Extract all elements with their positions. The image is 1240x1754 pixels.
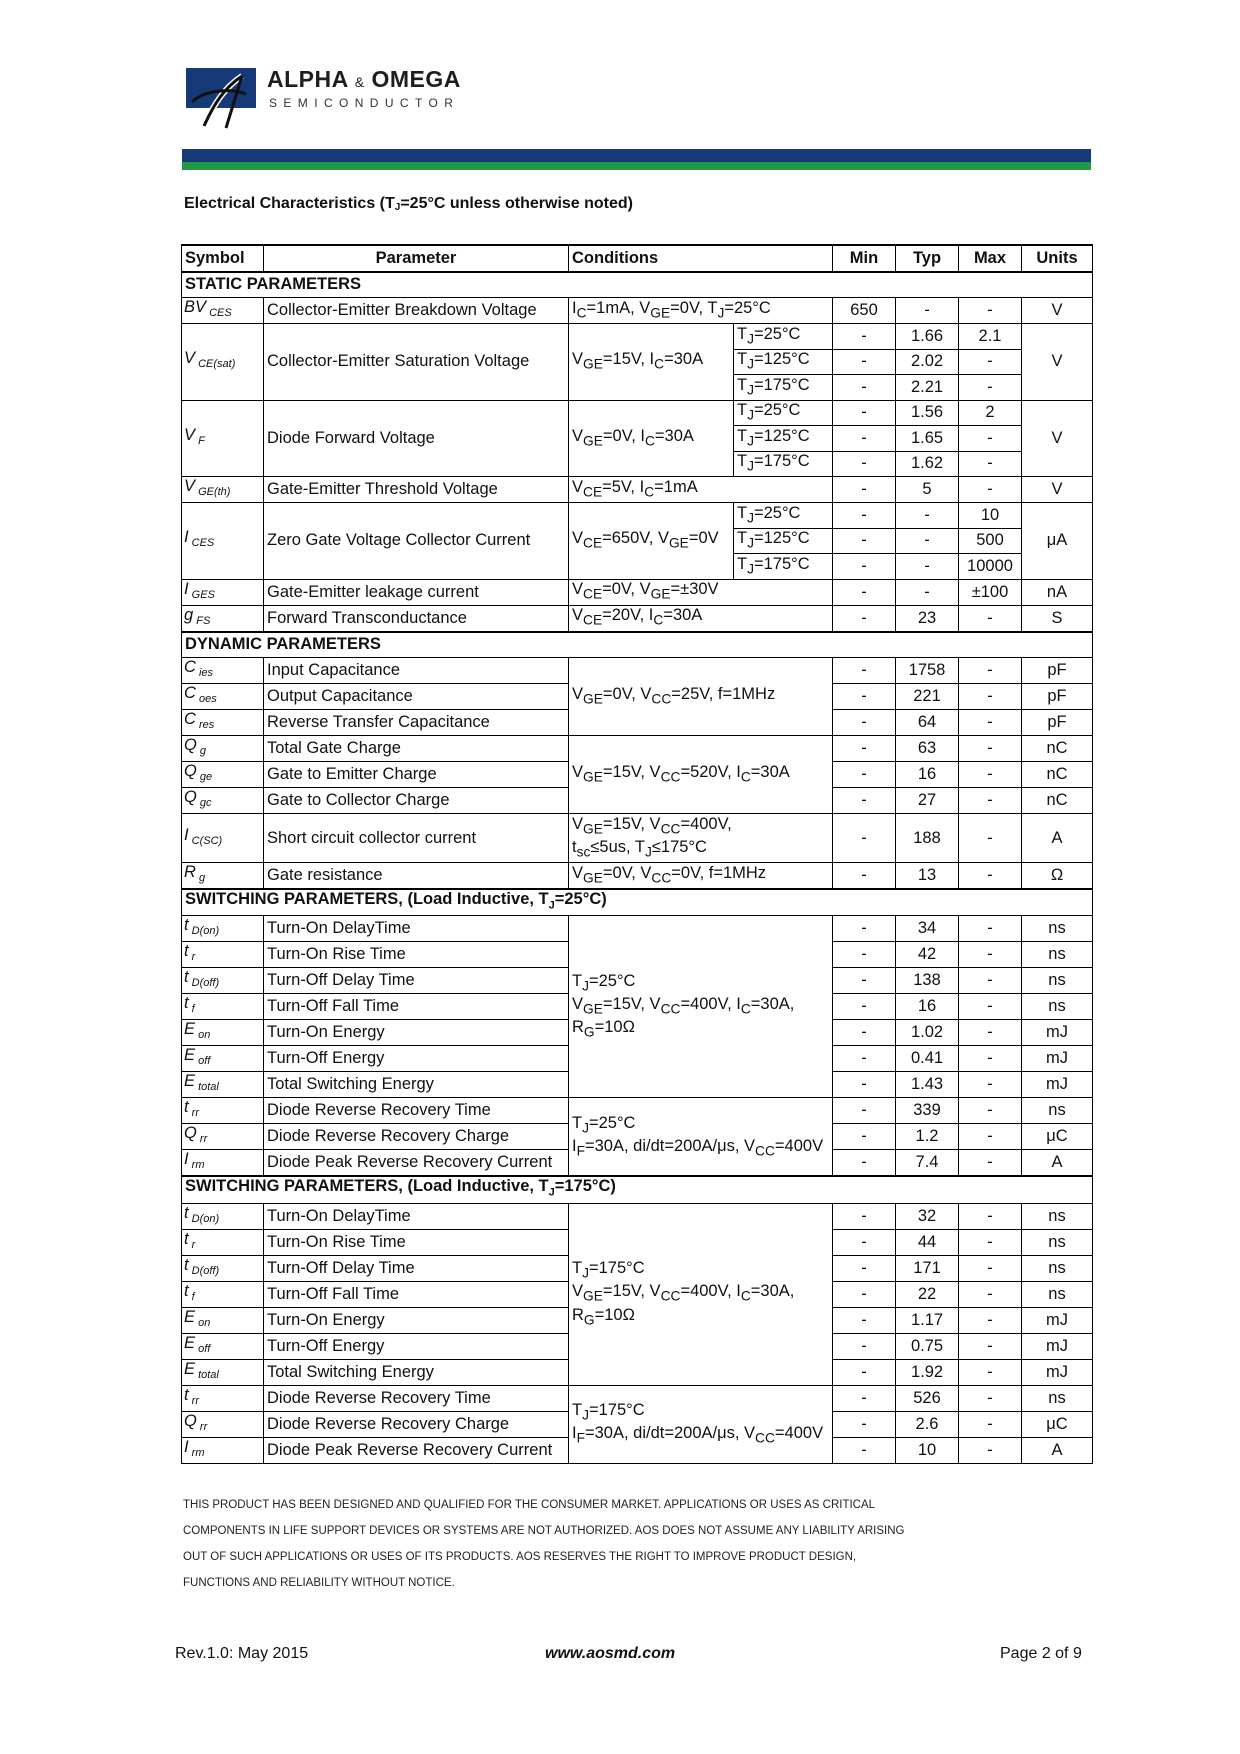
header-row xyxy=(182,245,1093,272)
company-logo xyxy=(184,66,461,130)
table-cell: Q $_{rr}$ xyxy=(182,1124,264,1150)
table-cell: V $_F$ xyxy=(182,400,264,477)
table-cell: Turn-On Energy xyxy=(264,1020,569,1046)
table-cell: - xyxy=(833,1437,896,1463)
table-cell: - xyxy=(959,1333,1022,1359)
table-cell: Diode Peak Reverse Recovery Current xyxy=(264,1150,569,1177)
table-cell: ns xyxy=(1022,1203,1093,1229)
table-cell: ±100 xyxy=(959,579,1022,605)
table-cell: ns xyxy=(1022,916,1093,942)
table-cell: Turn-Off Energy xyxy=(264,1333,569,1359)
table-cell: - xyxy=(833,1150,896,1177)
table-cell: 10 xyxy=(959,503,1022,529)
table-cell: mJ xyxy=(1022,1333,1093,1359)
table-cell: $V_{GE}=0V$, $V_{CC}=25V$, f=1MHz xyxy=(569,658,833,736)
table-cell: 10000 xyxy=(959,554,1022,580)
table-cell: 1758 xyxy=(896,658,959,684)
row-vf xyxy=(182,400,1093,426)
table-cell: t $_{D(on)}$ xyxy=(182,1203,264,1229)
table-cell: nA xyxy=(1022,579,1093,605)
table-cell: t $_r$ xyxy=(182,942,264,968)
table-cell: - xyxy=(833,426,896,452)
disclaimer xyxy=(183,1492,1083,1596)
table-cell: $T_J=125^\circ C$ xyxy=(734,349,833,375)
table-cell: I $_{C(SC)}$ xyxy=(182,814,264,863)
table-cell: pF xyxy=(1022,710,1093,736)
table-cell: $V_{GE}=0V$, $I_C=30A$ xyxy=(569,400,734,477)
table-cell: $T_J=25^\circ C$ xyxy=(734,324,833,350)
table-cell: E $_{total}$ xyxy=(182,1359,264,1385)
revision-label: Rev.1.0: May 2015 xyxy=(175,1645,309,1662)
disclaimer-line: OUT OF SUCH APPLICATIONS OR USES OF ITS PRODUCTS. AOS RESERVES THE RIGHT TO IMPROVE PRODUCT DESIGN, xyxy=(183,1551,857,1563)
section-row xyxy=(182,1176,1093,1203)
table-cell: 1.2 xyxy=(896,1124,959,1150)
table-cell: - xyxy=(833,375,896,401)
disclaimer-line: FUNCTIONS AND RELIABILITY WITHOUT NOTICE. xyxy=(183,1577,455,1589)
row-capacitance xyxy=(182,658,1093,684)
table-cell: E $_{on}$ xyxy=(182,1307,264,1333)
table-cell: Turn-On Energy xyxy=(264,1307,569,1333)
table-cell: pF xyxy=(1022,658,1093,684)
table-cell: $T_J=175^\circ C$ $V_{GE}=15V$, $V_{CC}=400V$, $I_C=30A$, $R_G=10\Omega$ xyxy=(569,1203,833,1385)
table-cell: Forward Transconductance xyxy=(264,605,569,632)
alpha-omega-logo-icon xyxy=(184,66,260,130)
table-cell: Input Capacitance xyxy=(264,658,569,684)
table-cell: 138 xyxy=(896,968,959,994)
table-cell: - xyxy=(833,1411,896,1437)
table-cell: - xyxy=(959,1150,1022,1177)
table-cell: A xyxy=(1022,814,1093,863)
row-vgeth xyxy=(182,477,1093,503)
table-cell: 171 xyxy=(896,1255,959,1281)
table-cell: t $_{D(off)}$ xyxy=(182,1255,264,1281)
table-cell: - xyxy=(833,528,896,554)
header-parameter: Parameter xyxy=(264,245,569,272)
header-min: Min xyxy=(833,245,896,272)
table-cell: E $_{off}$ xyxy=(182,1333,264,1359)
table-cell: Turn-Off Energy xyxy=(264,1046,569,1072)
website-link[interactable]: www.aosmd.com xyxy=(545,1645,676,1662)
table-cell: - xyxy=(959,1385,1022,1411)
electrical-characteristics-table xyxy=(181,244,1093,1464)
table-cell: Diode Reverse Recovery Charge xyxy=(264,1411,569,1437)
table-cell: mJ xyxy=(1022,1020,1093,1046)
table-cell: I $_{rm}$ xyxy=(182,1150,264,1177)
table-cell: - xyxy=(959,1437,1022,1463)
table-cell: μA xyxy=(1022,503,1093,580)
header-max: Max xyxy=(959,245,1022,272)
table-cell: $T_J=175^\circ C$ xyxy=(734,554,833,580)
table-cell: C $_{oes}$ xyxy=(182,684,264,710)
table-cell: 42 xyxy=(896,942,959,968)
table-cell: μC xyxy=(1022,1124,1093,1150)
row-gfs xyxy=(182,605,1093,632)
table-cell: - xyxy=(959,788,1022,814)
table-cell: - xyxy=(833,863,896,890)
row-ices xyxy=(182,503,1093,529)
table-cell: Total Gate Charge xyxy=(264,736,569,762)
table-cell: - xyxy=(959,942,1022,968)
table-cell: Gate to Collector Charge xyxy=(264,788,569,814)
table-cell: - xyxy=(959,814,1022,863)
table-cell: Output Capacitance xyxy=(264,684,569,710)
table-cell: - xyxy=(896,298,959,324)
row-switching-175 xyxy=(182,1203,1093,1229)
table-cell: $I_C=1mA$, $V_{GE}=0V$, $T_J=25^\circ C$ xyxy=(569,298,833,324)
table-cell: ns xyxy=(1022,1098,1093,1124)
table-cell: - xyxy=(833,503,896,529)
table-cell: - xyxy=(833,942,896,968)
table-cell: - xyxy=(959,1098,1022,1124)
table-cell: Q $_{gc}$ xyxy=(182,788,264,814)
table-cell: 13 xyxy=(896,863,959,890)
table-cell: - xyxy=(959,762,1022,788)
table-cell: E $_{off}$ xyxy=(182,1046,264,1072)
table-cell: ns xyxy=(1022,994,1093,1020)
table-cell: - xyxy=(959,684,1022,710)
table-cell: Short circuit collector current xyxy=(264,814,569,863)
table-cell: 64 xyxy=(896,710,959,736)
section-row xyxy=(182,272,1093,298)
table-cell: $V_{CE}=20V$, $I_C=30A$ xyxy=(569,605,833,632)
table-cell: Turn-On Rise Time xyxy=(264,942,569,968)
row-iges xyxy=(182,579,1093,605)
table-cell: V $_{CE(sat)}$ xyxy=(182,324,264,401)
table-cell: 1.65 xyxy=(896,426,959,452)
table-cell: - xyxy=(833,968,896,994)
section-row xyxy=(182,889,1093,916)
table-cell: nC xyxy=(1022,788,1093,814)
table-cell: 32 xyxy=(896,1203,959,1229)
table-cell: - xyxy=(833,1124,896,1150)
table-cell: 500 xyxy=(959,528,1022,554)
table-cell: 23 xyxy=(896,605,959,632)
table-cell: t $_{D(on)}$ xyxy=(182,916,264,942)
row-bvces xyxy=(182,298,1093,324)
row-rg xyxy=(182,863,1093,890)
table-cell: ns xyxy=(1022,1281,1093,1307)
table-cell: ns xyxy=(1022,1229,1093,1255)
table-cell: - xyxy=(959,1203,1022,1229)
table-cell: 0.75 xyxy=(896,1333,959,1359)
table-cell: - xyxy=(959,1072,1022,1098)
table-cell: E $_{total}$ xyxy=(182,1072,264,1098)
table-cell: - xyxy=(833,788,896,814)
table-cell: mJ xyxy=(1022,1046,1093,1072)
table-cell: - xyxy=(959,863,1022,890)
section-title: SWITCHING PARAMETERS, (Load Inductive, $T_J=175^\circ C$) xyxy=(182,1176,1093,1203)
table-cell: $T_J=125^\circ C$ xyxy=(734,528,833,554)
table-cell: 1.43 xyxy=(896,1072,959,1098)
table-cell: $V_{CE}=650V$, $V_{GE}=0V$ xyxy=(569,503,734,580)
header-symbol: Symbol xyxy=(182,245,264,272)
table-cell: - xyxy=(959,968,1022,994)
table-cell: S xyxy=(1022,605,1093,632)
table-cell: ns xyxy=(1022,942,1093,968)
table-cell: - xyxy=(896,503,959,529)
table-cell: - xyxy=(959,349,1022,375)
table-cell: - xyxy=(959,736,1022,762)
table-cell: $T_J=175^\circ C$ xyxy=(734,451,833,477)
header-bar-green xyxy=(182,162,1091,170)
table-cell: Gate resistance xyxy=(264,863,569,890)
table-cell: 0.41 xyxy=(896,1046,959,1072)
table-cell: 221 xyxy=(896,684,959,710)
table-cell: 22 xyxy=(896,1281,959,1307)
row-gate-charge xyxy=(182,736,1093,762)
table-cell: mJ xyxy=(1022,1307,1093,1333)
table-cell: Turn-Off Fall Time xyxy=(264,1281,569,1307)
table-cell: - xyxy=(833,1229,896,1255)
table-cell: 16 xyxy=(896,994,959,1020)
table-cell: - xyxy=(833,1020,896,1046)
header-conditions: Conditions xyxy=(569,245,833,272)
table-cell: BV $_{CES}$ xyxy=(182,298,264,324)
table-cell: $T_J=25^\circ C$ xyxy=(734,503,833,529)
row-icsc xyxy=(182,814,1093,863)
table-cell: Diode Reverse Recovery Time xyxy=(264,1098,569,1124)
table-cell: - xyxy=(959,298,1022,324)
table-cell: $T_J=25^\circ C$ $I_F=30A$, di/dt=200A/μs, $V_{CC}=400V$ xyxy=(569,1098,833,1177)
table-cell: V xyxy=(1022,400,1093,477)
table-cell: - xyxy=(959,426,1022,452)
table-cell: Gate-Emitter Threshold Voltage xyxy=(264,477,569,503)
table-cell: $T_J=175^\circ C$ $I_F=30A$, di/dt=200A/μs, $V_{CC}=400V$ xyxy=(569,1385,833,1463)
table-cell: - xyxy=(896,579,959,605)
table-cell: - xyxy=(833,994,896,1020)
table-cell: - xyxy=(833,1281,896,1307)
table-cell: 2.21 xyxy=(896,375,959,401)
table-cell: Turn-On DelayTime xyxy=(264,916,569,942)
table-cell: - xyxy=(959,658,1022,684)
section-title: SWITCHING PARAMETERS, (Load Inductive, $T_J=25^\circ C$) xyxy=(182,889,1093,916)
table-cell: R $_g$ xyxy=(182,863,264,890)
table-cell: - xyxy=(833,400,896,426)
table-cell: 2.02 xyxy=(896,349,959,375)
table-cell: - xyxy=(959,1020,1022,1046)
table-cell: 2 xyxy=(959,400,1022,426)
disclaimer-line: THIS PRODUCT HAS BEEN DESIGNED AND QUALIFIED FOR THE CONSUMER MARKET. APPLICATIONS OR USES AS CRITICAL xyxy=(183,1499,876,1511)
table-cell: 1.02 xyxy=(896,1020,959,1046)
section-row xyxy=(182,632,1093,658)
table-cell: 27 xyxy=(896,788,959,814)
table-cell: Gate to Emitter Charge xyxy=(264,762,569,788)
table-cell: - xyxy=(896,554,959,580)
table-cell: - xyxy=(833,1359,896,1385)
table-cell: t $_{D(off)}$ xyxy=(182,968,264,994)
table-cell: - xyxy=(833,1255,896,1281)
table-cell: - xyxy=(959,1359,1022,1385)
table-cell: - xyxy=(833,579,896,605)
table-cell: t $_{rr}$ xyxy=(182,1385,264,1411)
table-cell: $V_{GE}=15V$, $V_{CC}=520V$, $I_C=30A$ xyxy=(569,736,833,814)
table-cell: 188 xyxy=(896,814,959,863)
table-cell: Q $_{rr}$ xyxy=(182,1411,264,1437)
table-cell: - xyxy=(896,528,959,554)
table-cell: Ω xyxy=(1022,863,1093,890)
table-cell: 44 xyxy=(896,1229,959,1255)
table-cell: I $_{GES}$ xyxy=(182,579,264,605)
table-cell: E $_{on}$ xyxy=(182,1020,264,1046)
header-bar-blue xyxy=(182,149,1091,162)
table-cell: 7.4 xyxy=(896,1150,959,1177)
row-diode-25 xyxy=(182,1098,1093,1124)
table-cell: - xyxy=(833,684,896,710)
table-cell: - xyxy=(959,1411,1022,1437)
table-cell: nC xyxy=(1022,762,1093,788)
table-cell: - xyxy=(959,916,1022,942)
table-cell: - xyxy=(833,349,896,375)
table-cell: - xyxy=(833,658,896,684)
table-cell: - xyxy=(833,1046,896,1072)
table-cell: - xyxy=(959,605,1022,632)
table-cell: I $_{CES}$ xyxy=(182,503,264,580)
table-cell: $T_J=25^\circ C$ xyxy=(734,400,833,426)
table-cell: - xyxy=(959,1307,1022,1333)
brand-subtitle: SEMICONDUCTOR xyxy=(269,96,460,110)
table-cell: Total Switching Energy xyxy=(264,1359,569,1385)
table-cell: Q $_g$ xyxy=(182,736,264,762)
table-cell: Turn-Off Delay Time xyxy=(264,968,569,994)
table-cell: t $_f$ xyxy=(182,1281,264,1307)
header-typ: Typ xyxy=(896,245,959,272)
table-cell: Zero Gate Voltage Collector Current xyxy=(264,503,569,580)
row-vcesat xyxy=(182,324,1093,350)
table-cell: 1.17 xyxy=(896,1307,959,1333)
table-cell: Turn-On DelayTime xyxy=(264,1203,569,1229)
table-cell: 1.92 xyxy=(896,1359,959,1385)
table-cell: - xyxy=(833,710,896,736)
table-cell: 10 xyxy=(896,1437,959,1463)
table-cell: - xyxy=(833,554,896,580)
table-cell: 2.6 xyxy=(896,1411,959,1437)
table-cell: Gate-Emitter leakage current xyxy=(264,579,569,605)
table-cell: Diode Reverse Recovery Time xyxy=(264,1385,569,1411)
table-cell: 1.62 xyxy=(896,451,959,477)
table-cell: ns xyxy=(1022,1255,1093,1281)
table-cell: 5 xyxy=(896,477,959,503)
table-cell: $T_J=25^\circ C$ $V_{GE}=15V$, $V_{CC}=400V$, $I_C=30A$, $R_G=10\Omega$ xyxy=(569,916,833,1098)
table-cell: Reverse Transfer Capacitance xyxy=(264,710,569,736)
table-cell: - xyxy=(833,1307,896,1333)
table-cell: mJ xyxy=(1022,1072,1093,1098)
table-cell: V $_{GE(th)}$ xyxy=(182,477,264,503)
table-cell: - xyxy=(833,1072,896,1098)
brand-name: ALPHA & OMEGA xyxy=(267,66,461,92)
table-cell: $V_{CE}=5V$, $I_C=1mA$ xyxy=(569,477,833,503)
table-cell: - xyxy=(959,1124,1022,1150)
table-cell: 339 xyxy=(896,1098,959,1124)
disclaimer-line: COMPONENTS IN LIFE SUPPORT DEVICES OR SYSTEMS ARE NOT AUTHORIZED. AOS DOES NOT ASSUME ANY LIABILITY ARISING xyxy=(183,1525,905,1537)
table-cell: ns xyxy=(1022,1385,1093,1411)
table-cell: 16 xyxy=(896,762,959,788)
table-cell: Diode Peak Reverse Recovery Current xyxy=(264,1437,569,1463)
table-cell: C $_{res}$ xyxy=(182,710,264,736)
table-cell: $V_{GE}=15V$, $V_{CC}=400V$, $t_{sc}\le 5us$, $T_J\le 175^\circ C$ xyxy=(569,814,833,863)
table-cell: 1.56 xyxy=(896,400,959,426)
table-cell: Total Switching Energy xyxy=(264,1072,569,1098)
table-cell: mJ xyxy=(1022,1359,1093,1385)
table-cell: 1.66 xyxy=(896,324,959,350)
table-cell: - xyxy=(833,451,896,477)
table-cell: t $_f$ xyxy=(182,994,264,1020)
table-cell: - xyxy=(833,605,896,632)
table-cell: ns xyxy=(1022,968,1093,994)
table-cell: V xyxy=(1022,477,1093,503)
table-cell: g $_{FS}$ xyxy=(182,605,264,632)
table-cell: $T_J=125^\circ C$ xyxy=(734,426,833,452)
table-cell: - xyxy=(959,994,1022,1020)
table-cell: Collector-Emitter Saturation Voltage xyxy=(264,324,569,401)
table-cell: - xyxy=(833,1098,896,1124)
table-cell: A xyxy=(1022,1437,1093,1463)
table-cell: 2.1 xyxy=(959,324,1022,350)
table-cell: - xyxy=(833,1203,896,1229)
table-cell: - xyxy=(959,710,1022,736)
table-cell: Diode Forward Voltage xyxy=(264,400,569,477)
table-cell: - xyxy=(833,762,896,788)
table-cell: $V_{GE}=15V$, $I_C=30A$ xyxy=(569,324,734,401)
table-cell: Turn-Off Delay Time xyxy=(264,1255,569,1281)
table-cell: t $_{rr}$ xyxy=(182,1098,264,1124)
table-cell: $V_{GE}=0V$, $V_{CC}=0V$, f=1MHz xyxy=(569,863,833,890)
table-cell: 63 xyxy=(896,736,959,762)
page-number: Page 2 of 9 xyxy=(1000,1645,1082,1662)
table-cell: - xyxy=(833,916,896,942)
table-cell: t $_r$ xyxy=(182,1229,264,1255)
row-switching-25 xyxy=(182,916,1093,942)
table-cell: $T_J=175^\circ C$ xyxy=(734,375,833,401)
table-cell: nC xyxy=(1022,736,1093,762)
table-cell: Q $_{ge}$ xyxy=(182,762,264,788)
table-cell: I $_{rm}$ xyxy=(182,1437,264,1463)
table-cell: V xyxy=(1022,298,1093,324)
table-cell: - xyxy=(833,814,896,863)
table-cell: μC xyxy=(1022,1411,1093,1437)
table-cell: Turn-Off Fall Time xyxy=(264,994,569,1020)
table-cell: - xyxy=(833,477,896,503)
row-diode-175 xyxy=(182,1385,1093,1411)
section-title: STATIC PARAMETERS xyxy=(182,272,1093,298)
table-cell: - xyxy=(959,1255,1022,1281)
table-cell: - xyxy=(959,477,1022,503)
table-cell: - xyxy=(833,1385,896,1411)
table-cell: - xyxy=(833,736,896,762)
table-cell: Collector-Emitter Breakdown Voltage xyxy=(264,298,569,324)
table-cell: V xyxy=(1022,324,1093,401)
table-cell: C $_{ies}$ xyxy=(182,658,264,684)
table-cell: 650 xyxy=(833,298,896,324)
table-cell: A xyxy=(1022,1150,1093,1177)
table-cell: - xyxy=(833,324,896,350)
table-cell: $V_{CE}=0V$, $V_{GE}=\pm 30V$ xyxy=(569,579,833,605)
section-heading: Electrical Characteristics ($T_J=25^\circ C$ unless otherwise noted) xyxy=(184,195,634,213)
section-title: DYNAMIC PARAMETERS xyxy=(182,632,1093,658)
table-cell: pF xyxy=(1022,684,1093,710)
table-cell: - xyxy=(959,375,1022,401)
table-cell: - xyxy=(959,1281,1022,1307)
table-cell: Diode Reverse Recovery Charge xyxy=(264,1124,569,1150)
table-cell: - xyxy=(833,1333,896,1359)
table-cell: - xyxy=(959,451,1022,477)
header-units: Units xyxy=(1022,245,1093,272)
table-cell: Turn-On Rise Time xyxy=(264,1229,569,1255)
table-cell: - xyxy=(959,1046,1022,1072)
table-cell: - xyxy=(959,1229,1022,1255)
table-cell: 526 xyxy=(896,1385,959,1411)
table-cell: 34 xyxy=(896,916,959,942)
